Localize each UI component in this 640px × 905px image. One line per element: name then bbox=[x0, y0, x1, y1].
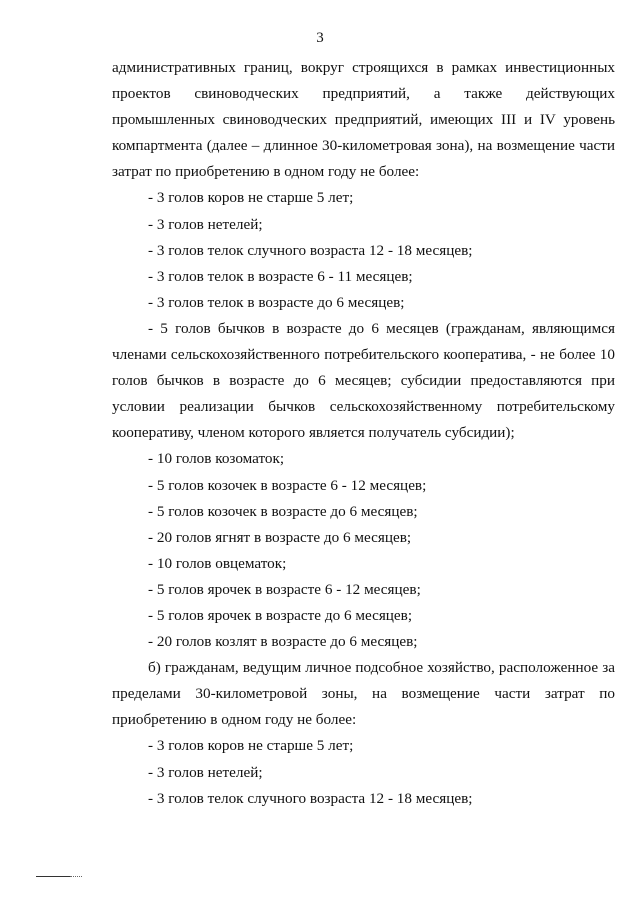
text-line: проектов свиноводческих предприятий, а также действующих bbox=[112, 85, 615, 103]
text-line: приобретению в одном году не более: bbox=[112, 711, 357, 729]
text-line: - 3 голов нетелей; bbox=[148, 215, 263, 233]
text-line: - 10 голов козоматок; bbox=[148, 450, 285, 468]
text-line: - 20 голов ягнят в возрасте до 6 месяцев; bbox=[148, 528, 412, 546]
text-line: - 10 голов овцематок; bbox=[148, 554, 287, 572]
text-line: - 3 голов телок в возрасте 6 - 11 месяцев; bbox=[148, 267, 413, 285]
text-line: условии реализации бычков сельскохозяйственному потребительскому bbox=[112, 398, 615, 416]
text-line: - 5 голов козочек в возрасте 6 - 12 месяцев; bbox=[148, 476, 427, 494]
text-line: промышленных свиноводческих предприятий, имеющих III и IV уровень bbox=[112, 111, 615, 129]
footer-rule bbox=[36, 876, 70, 877]
text-line: - 3 голов телок случного возраста 12 - 18 месяцев; bbox=[148, 789, 473, 807]
text-line: - 5 голов бычков в возрасте до 6 месяцев (гражданам, являющимся bbox=[148, 319, 615, 337]
text-line: - 5 голов ярочек в возрасте до 6 месяцев; bbox=[148, 606, 413, 624]
text-line: - 3 голов коров не старше 5 лет; bbox=[148, 189, 354, 207]
text-line: голов бычков в возрасте до 6 месяцев; субсидии предоставляются при bbox=[112, 372, 615, 390]
text-line: административных границ, вокруг строящихся в рамках инвестиционных bbox=[112, 59, 615, 76]
text-line: - 3 голов нетелей; bbox=[148, 763, 263, 781]
text-line: пределами 30-километровой зоны, на возмещение части затрат по bbox=[112, 685, 615, 703]
text-line: - 5 голов ярочек в возрасте 6 - 12 месяцев; bbox=[148, 580, 421, 598]
text-line: - 3 голов коров не старше 5 лет; bbox=[148, 737, 354, 755]
text-line: - 3 голов телок случного возраста 12 - 18 месяцев; bbox=[148, 241, 473, 259]
text-line: затрат по приобретению в одном году не более: bbox=[112, 163, 420, 181]
page-number: 3 bbox=[316, 30, 324, 46]
text-line: компартмента (далее – длинное 30-километровая зона), на возмещение части bbox=[112, 137, 615, 155]
text-line: - 5 голов козочек в возрасте до 6 месяцев; bbox=[148, 502, 418, 520]
text-line: - 3 голов телок в возрасте до 6 месяцев; bbox=[148, 293, 405, 311]
document-body bbox=[112, 55, 615, 812]
text-line: б) гражданам, ведущим личное подсобное хозяйство, расположенное за bbox=[148, 659, 615, 677]
text-line: членами сельскохозяйственного потребительского кооператива, - не более 10 bbox=[112, 346, 615, 364]
text-line: кооперативу, членом которого является получатель субсидии); bbox=[112, 424, 515, 442]
footer-rule-dots bbox=[70, 876, 82, 877]
text-line: - 20 голов козлят в возрасте до 6 месяцев; bbox=[148, 633, 418, 651]
